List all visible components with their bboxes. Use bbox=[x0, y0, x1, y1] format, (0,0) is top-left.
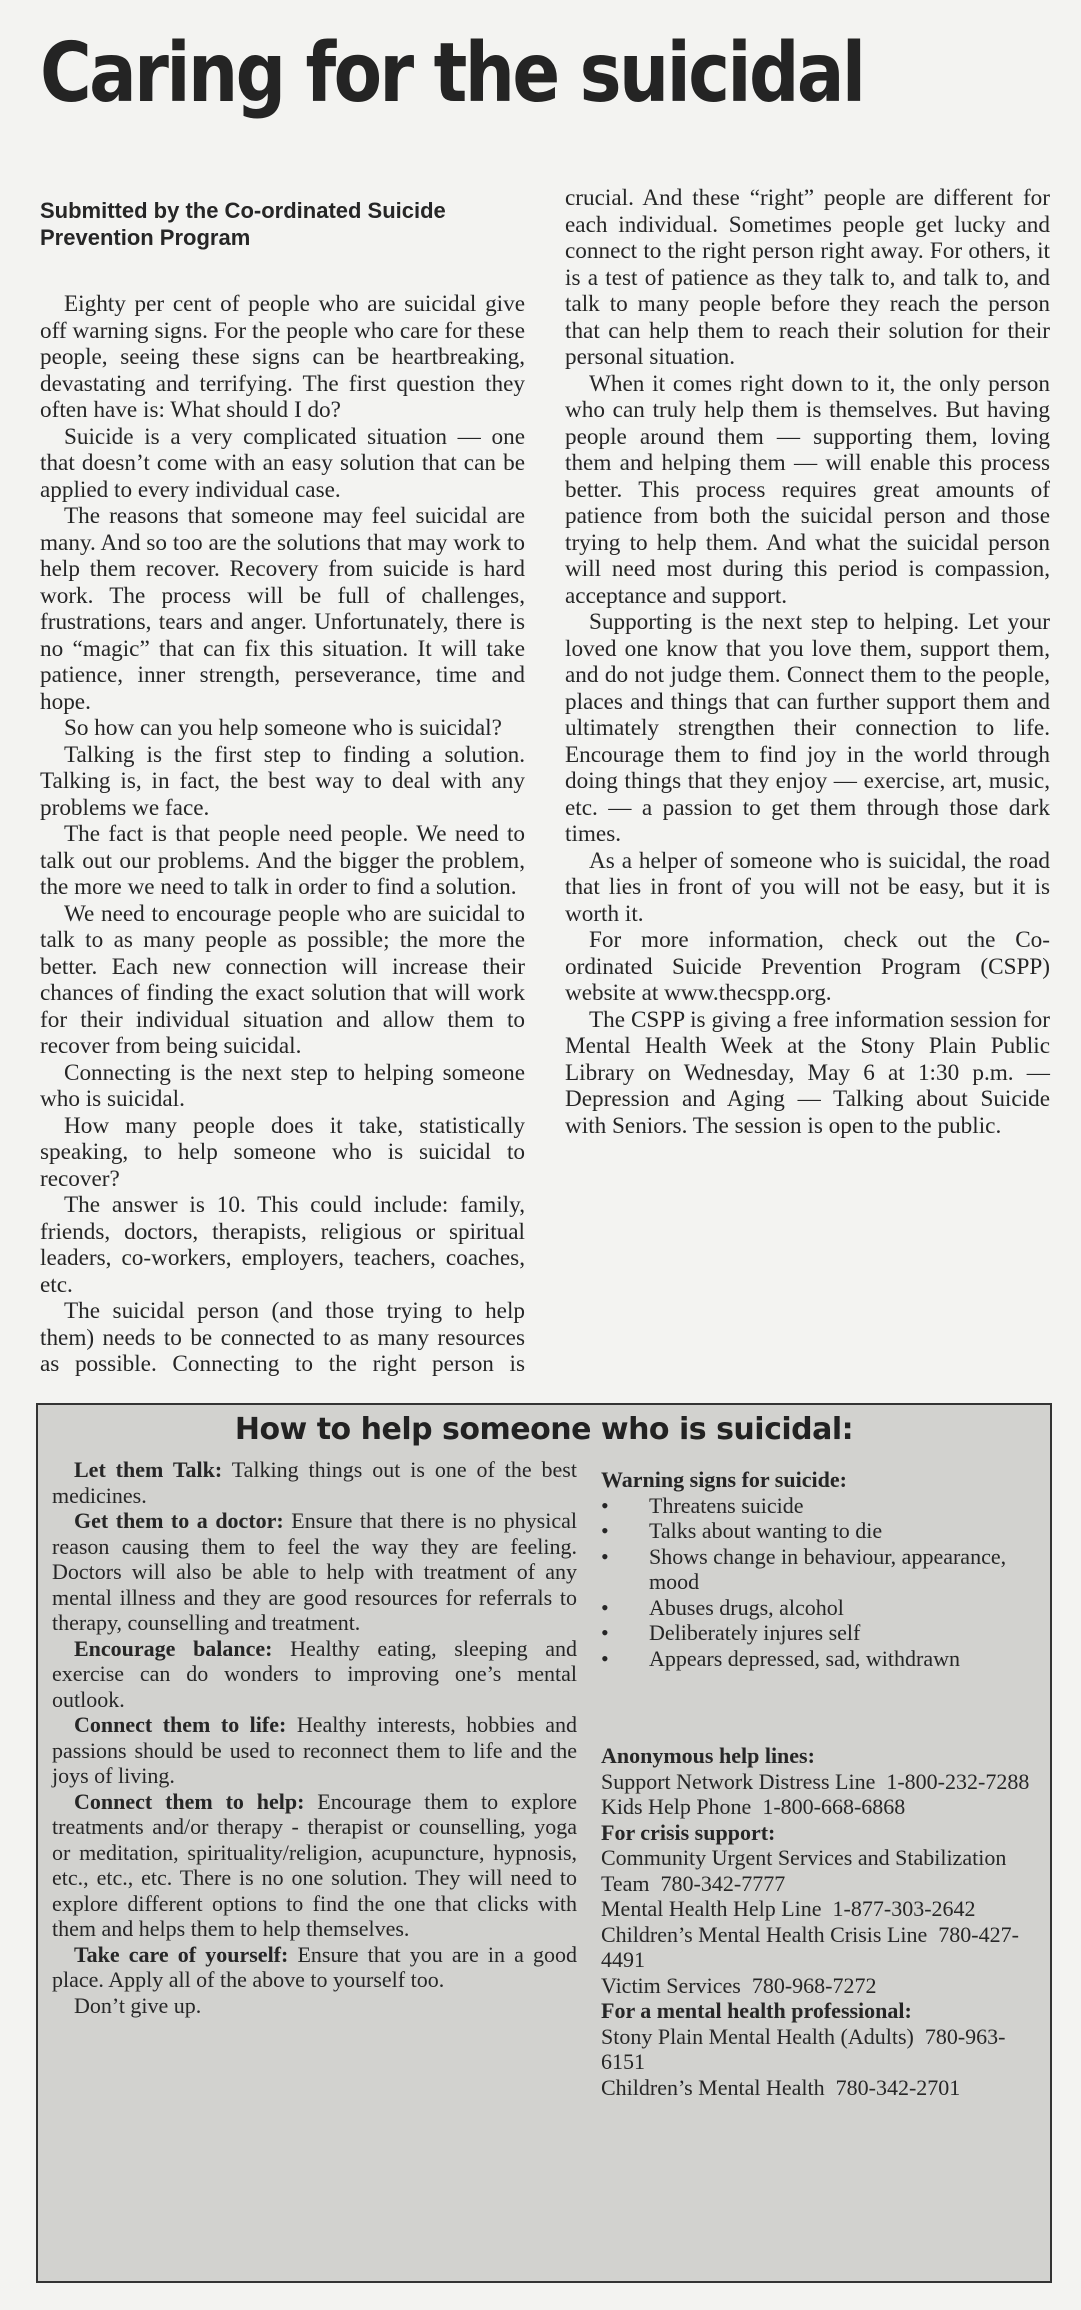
help-line-entry bbox=[583, 1845, 1033, 1896]
tip-item bbox=[52, 1508, 577, 1636]
article-paragraph: Connecting is the next step to helping someone who is suicidal. bbox=[40, 1059, 525, 1112]
tips-column bbox=[52, 1457, 577, 2018]
warning-sign-item: • Abuses drugs, alcohol bbox=[601, 1594, 844, 1620]
article-paragraph: So how can you help someone who is suicidal? bbox=[64, 715, 502, 741]
article-paragraph: Eighty per cent of people who are suicidal give off warning signs. For the people who care for these people, seeing these signs can be heartbreaking, devastating and terrifying. The first question they often have is: What should I do? bbox=[40, 291, 525, 423]
tip-text: Healthy eating, sleeping and exercise can do wonders to improving one’s mental outlook. bbox=[52, 1635, 577, 1712]
bullet-icon: • bbox=[601, 1543, 609, 1569]
tip-label: Encourage balance: bbox=[74, 1635, 273, 1661]
article-paragraph: We need to encourage people who are suicidal to talk to as many people as possible; the more the better. Each new connection will increase their chances of finding the exact solution that will work for their individual situation and allow them to recover from being suicidal. bbox=[40, 900, 525, 1059]
tip-item bbox=[52, 1636, 577, 1713]
tip-label: Get them to a doctor: bbox=[74, 1508, 284, 1533]
help-line-entry bbox=[583, 1896, 1033, 1922]
article-paragraph: How many people does it take, statistically speaking, to help someone who is suicidal to recover? bbox=[40, 1112, 525, 1192]
crisis-support-heading: For crisis support: bbox=[601, 1819, 776, 1845]
article-paragraph: For more information, check out the Co-ordinated Suicide Prevention Program (CSPP) website at www.thecspp.org. bbox=[565, 927, 1050, 1006]
bullet-icon: • bbox=[601, 1594, 609, 1620]
help-line-name: Children’s Mental Health bbox=[601, 2074, 825, 2100]
tip-label: Take care of yourself: bbox=[74, 1941, 289, 1967]
warning-sign-item: • Appears depressed, sad, withdrawn bbox=[601, 1645, 960, 1671]
article-paragraph: The answer is 10. This could include: family, friends, doctors, therapists, religious or spiritual leaders, co-workers, employers, teachers, coaches, etc. bbox=[40, 1192, 525, 1298]
bullet-icon: • bbox=[601, 1492, 609, 1518]
article-paragraph: When it comes right down to it, the only person who can truly help them is themselves. But having people around them — supporting them, loving them and helping them — will enable this process better. This process requires great amounts of patience from both the suicidal person and those trying to help them. And what the suicidal person will need most during this period is compassion, acceptance and support. bbox=[565, 370, 1050, 609]
warning-sign-item: • Threatens suicide bbox=[601, 1492, 804, 1518]
help-line-name: Mental Health Help Line bbox=[601, 1896, 822, 1921]
help-line-phone: 780-968-7272 bbox=[751, 1972, 877, 1998]
article-paragraph: Supporting is the next step to helping. Let your loved one know that you love them, support them, and do not judge them. Connect them to the people, places and things that can further support them and ultimately strengthen their connection to life. Encourage them to find joy in the world through doing things that they enjoy — exercise, art, music, etc. — a passion to get them through those dark times. bbox=[565, 609, 1050, 847]
help-line-name: Community Urgent Services and Stabilization Team bbox=[601, 1845, 1007, 1896]
tip-label: Let them Talk: bbox=[74, 1457, 223, 1482]
help-line-name: Stony Plain Mental Health (Adults) bbox=[601, 2023, 914, 2049]
warning-sign-item: • Deliberately injures self bbox=[601, 1620, 861, 1645]
help-line-entry bbox=[583, 1973, 1033, 1999]
article-paragraph: The suicidal person (and those trying to help them) needs to be connected to as many resources as possible. Connecting to the right person is crucial. And these “right” people are different for each individual. Sometimes people get lucky and connect to the right person right away. For others, it is a test of patience as they talk to, and talk to, and talk to many people before they reach the person that can help them to reach their solution for their personal situation. bbox=[40, 185, 1050, 1377]
headline: Caring for the suicidal bbox=[40, 26, 864, 121]
resources-column bbox=[583, 1457, 1033, 2100]
help-sidebar-box bbox=[36, 1403, 1052, 2283]
help-line-phone: 780-427-4491 bbox=[601, 1921, 1019, 1972]
tip-text: Ensure that you are in a good place. Apply all of the above to yourself too. bbox=[52, 1941, 578, 1992]
byline: Submitted by the Co-ordinated Suicide Prevention Program bbox=[40, 198, 446, 250]
help-line-entry bbox=[583, 1769, 1033, 1795]
tip-text: Healthy interests, hobbies and passions should be used to reconnect them to life and the joys of living. bbox=[52, 1712, 577, 1788]
article-paragraph: Talking is the first step to finding a solution. Talking is, in fact, the best way to deal with any problems we face. bbox=[40, 741, 525, 821]
tip-item bbox=[52, 1712, 577, 1789]
tip-item bbox=[52, 1942, 577, 1993]
help-line-name: Support Network Distress Line bbox=[601, 1768, 876, 1794]
tip-label: Connect them to help: bbox=[74, 1788, 305, 1814]
warning-sign-item: • Shows change in behaviour, appearance, mood bbox=[601, 1543, 1007, 1594]
article-paragraph: As a helper of someone who is suicidal, the road that lies in front of you will not be easy, but it is worth it. bbox=[565, 847, 1050, 927]
bullet-icon: • bbox=[601, 1645, 609, 1671]
help-line-phone: 780-963-6151 bbox=[601, 2023, 1006, 2074]
tip-text: Ensure that there is no physical reason causing them to feel the way they are feeling. Doctors will also be able to help with treatment of any mental illness and they are good resources for referrals to therapy, counselling and treatment. bbox=[52, 1508, 577, 1635]
help-line-name: Victim Services bbox=[601, 1972, 741, 1998]
help-line-entry bbox=[583, 1922, 1033, 1973]
help-line-phone: 1-877-303-2642 bbox=[832, 1896, 976, 1921]
anonymous-help-lines-heading: Anonymous help lines: bbox=[601, 1743, 815, 1768]
tip-item bbox=[52, 1789, 577, 1942]
bullet-icon: • bbox=[601, 1620, 609, 1645]
help-line-entry bbox=[583, 2075, 1033, 2101]
help-line-name: Children’s Mental Health Crisis Line bbox=[601, 1921, 928, 1947]
warning-signs-list bbox=[583, 1493, 1033, 1672]
article-body bbox=[40, 185, 1050, 1400]
warning-sign-item: • Talks about wanting to die bbox=[601, 1518, 883, 1543]
help-line-phone: 1-800-232-7288 bbox=[886, 1768, 1030, 1794]
help-line-entry bbox=[583, 1794, 1033, 1820]
sidebar-title: How to help someone who is suicidal: bbox=[234, 1412, 854, 1447]
bullet-icon: • bbox=[601, 1518, 609, 1543]
article-paragraph: The reasons that someone may feel suicidal are many. And so too are the solutions that may work to help them recover. Recovery from suicide is hard work. The process will be full of challenges, frustrations, tears and anger. Unfortunately, there is no “magic” that can fix this situation. It will take patience, inner strength, perseverance, time and hope. bbox=[40, 503, 525, 715]
help-line-name: Kids Help Phone bbox=[601, 1794, 752, 1819]
help-line-phone: 1-800-668-6868 bbox=[762, 1794, 906, 1819]
tip-text: Talking things out is one of the best medicines. bbox=[52, 1457, 577, 1508]
help-line-phone: 780-342-7777 bbox=[660, 1870, 786, 1896]
tip-label: Connect them to life: bbox=[74, 1712, 287, 1737]
help-line-phone: 780-342-2701 bbox=[835, 2074, 961, 2100]
help-lines-block bbox=[583, 1743, 1033, 2100]
warning-signs-heading: Warning signs for suicide: bbox=[601, 1467, 847, 1492]
article-paragraph: Suicide is a very complicated situation — one that doesn’t come with an easy solution that can be applied to every individual case. bbox=[40, 423, 525, 503]
help-line-entry bbox=[583, 2024, 1033, 2075]
article-paragraph: The fact is that people need people. We need to talk out our problems. And the bigger the problem, the more we need to talk in order to find a solution. bbox=[40, 821, 525, 900]
tip-text: Encourage them to explore treatments and/or therapy - therapist or counselling, yoga or meditation, spirituality/religion, acupuncture, hypnosis, etc., etc., etc. There is no one solution. They will need to explore different options to find the one that clicks with them and helps them to help themselves. bbox=[52, 1788, 577, 1941]
professional-heading: For a mental health professional: bbox=[601, 1998, 912, 2023]
article-paragraph: The CSPP is giving a free information session for Mental Health Week at the Stony Plain Public Library on Wednesday, May 6 at 1:30 p.m. — Depression and Aging — Talking about Suicide with Seniors. The session is open to the public. bbox=[565, 1006, 1050, 1139]
closing-line: Don’t give up. bbox=[74, 1992, 202, 2018]
tip-item bbox=[52, 1457, 577, 1508]
